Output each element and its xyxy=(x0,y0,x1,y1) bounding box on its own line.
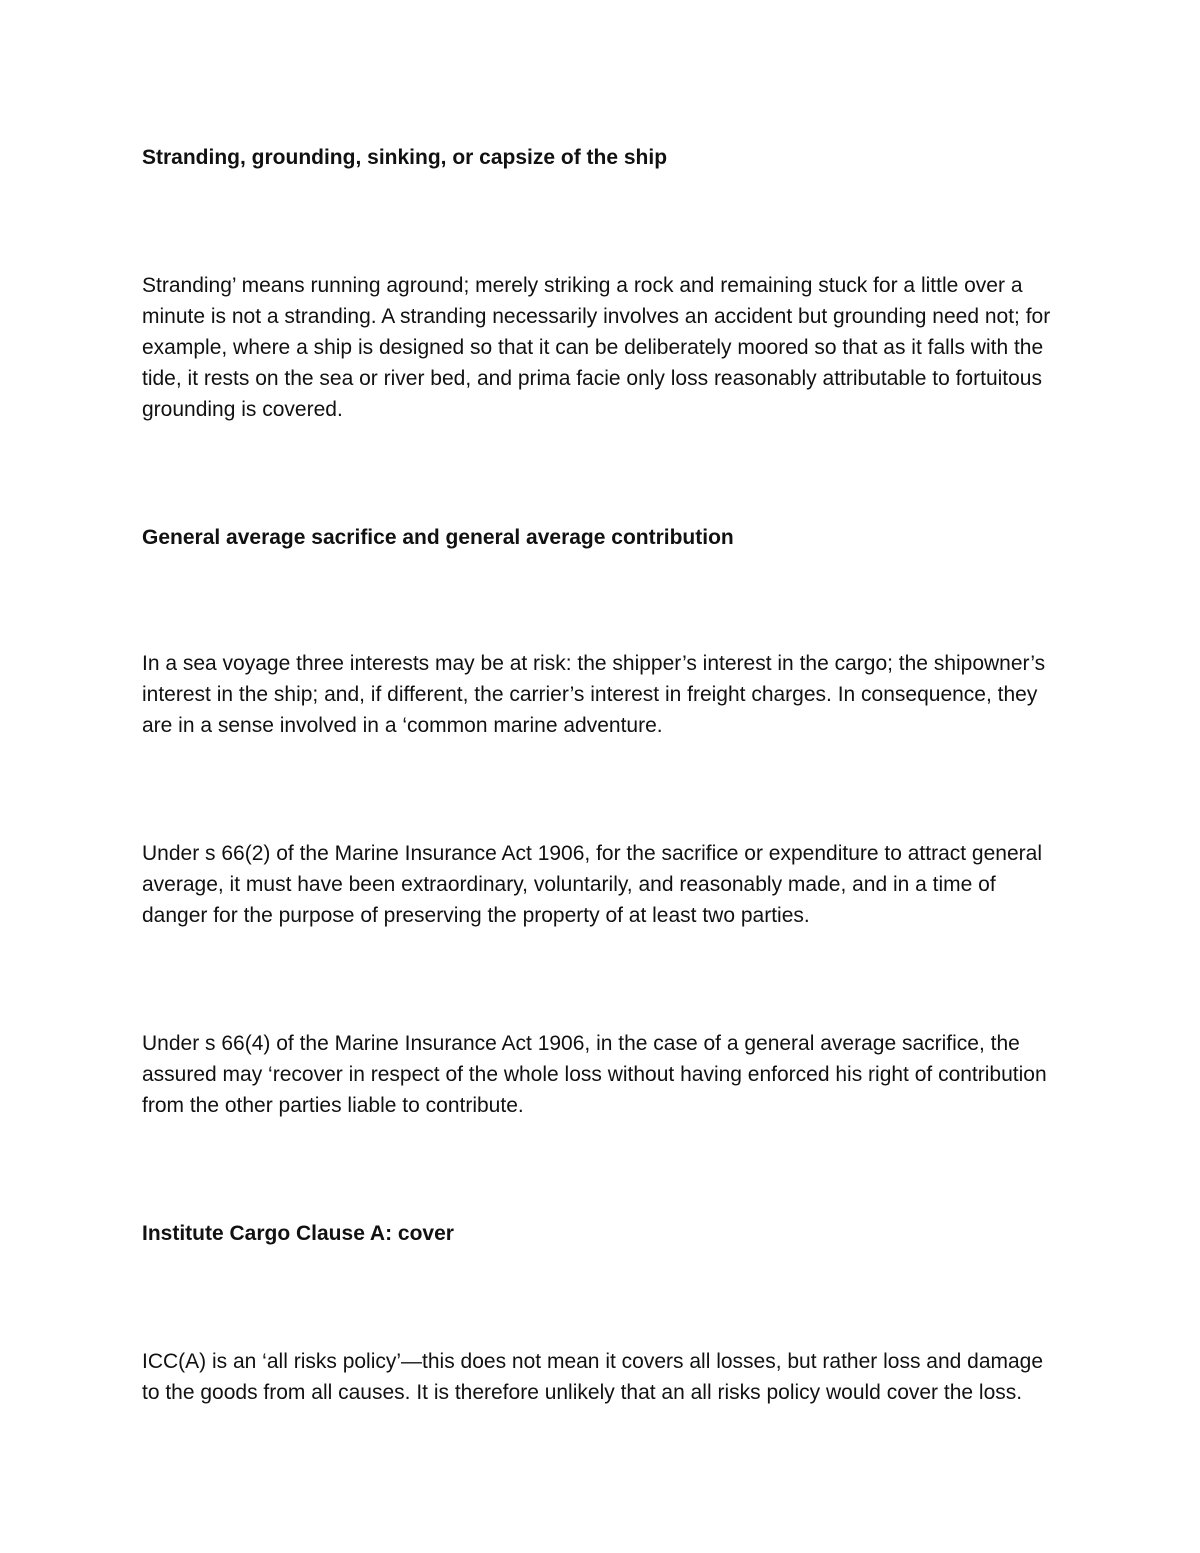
heading-general-average: General average sacrifice and general average contribution xyxy=(142,526,734,549)
heading-icc-a: Institute Cargo Clause A: cover xyxy=(142,1222,454,1245)
paragraph-sea-voyage: In a sea voyage three interests may be at risk: the shipper’s interest in the cargo; the shipowner’s interest in the ship; and, if different, the carrier’s interest in freight charges. In consequence, they are in a sense involved in a ‘common marine adventure. xyxy=(142,652,1046,737)
paragraph-icc-a: ICC(A) is an ‘all risks policy’—this does not mean it covers all losses, but rather loss and damage to the goods from all causes. It is therefore unlikely that an all risks policy would cover the loss. xyxy=(142,1350,1044,1404)
paragraph-s66-2: Under s 66(2) of the Marine Insurance Act 1906, for the sacrifice or expenditure to attract general average, it must have been extraordinary, voluntarily, and reasonably made, and in a time of danger for the purpose of preserving the property of at least two parties. xyxy=(142,842,1042,927)
paragraph-s66-4: Under s 66(4) of the Marine Insurance Act 1906, in the case of a general average sacrifice, the assured may ‘recover in respect of the whole loss without having enforced his right of contribution from the other parties liable to contribute. xyxy=(142,1032,1047,1117)
paragraph-stranding: Stranding’ means running aground; merely striking a rock and remaining stuck for a little over a minute is not a stranding. A stranding necessarily involves an accident but grounding need not; for example, where a ship is designed so that it can be deliberately moored so that as it falls with the tide, it rests on the sea or river bed, and prima facie only loss reasonably attributable to fortuitous grounding is covered. xyxy=(142,274,1051,421)
heading-stranding: Stranding, grounding, sinking, or capsize of the ship xyxy=(142,146,668,169)
